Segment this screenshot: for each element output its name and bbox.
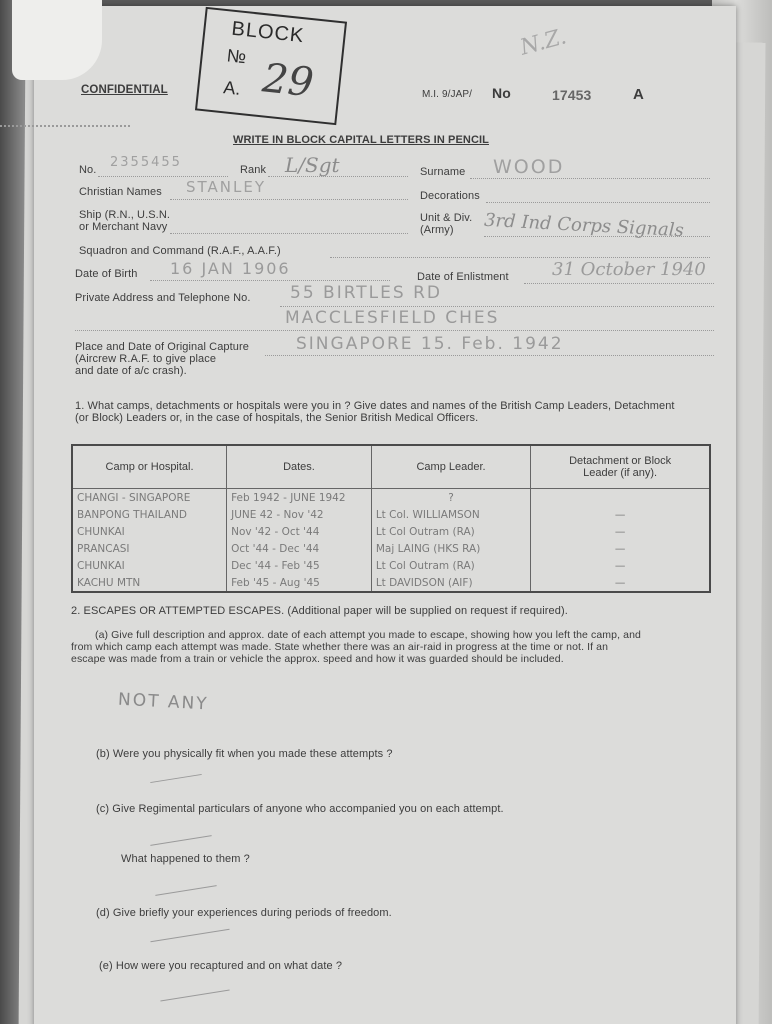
instruction-heading: WRITE IN BLOCK CAPITAL LETTERS IN PENCIL xyxy=(233,134,489,146)
table-cell: Feb 1942 - JUNE 1942 xyxy=(227,489,372,507)
address-label: Private Address and Telephone No. xyxy=(75,292,251,304)
stamp-handwritten-number: 29 xyxy=(260,55,316,107)
unit-value: 3rd Ind Corps Signals xyxy=(483,209,685,242)
dob-label: Date of Birth xyxy=(75,268,138,280)
stamp-line1: BLOCK xyxy=(230,17,306,48)
christian-names-value: STANLEY xyxy=(186,178,266,196)
rank-label: Rank xyxy=(240,164,267,176)
question-2c: (c) Give Regimental particulars of anyone who accompanied you on each attempt. xyxy=(96,803,504,815)
question-1-line-2: (or Block) Leaders or, in the case of hospitals, the Senior British Medical Officers. xyxy=(75,412,479,424)
table-cell xyxy=(531,489,710,507)
table-cell: — xyxy=(531,506,710,523)
unit-line xyxy=(484,236,710,237)
ship-label-1: Ship (R.N., U.S.N. xyxy=(79,209,171,221)
column-header-camp-leader: Camp Leader. xyxy=(371,445,530,489)
ship-line xyxy=(170,233,408,234)
ship-label-2: or Merchant Navy xyxy=(79,221,168,233)
form-suffix: A xyxy=(633,86,644,103)
table-header-row xyxy=(72,445,710,489)
dob-line xyxy=(150,280,390,281)
surname-value: WOOD xyxy=(493,156,565,178)
question-2a-line-1: (a) Give full description and approx. date of each attempt you made to escape, showing how you left the camp, and xyxy=(95,629,641,641)
address-value-2: MACCLESFIELD CHES xyxy=(285,308,500,328)
table-cell: JUNE 42 - Nov '42 xyxy=(227,506,372,523)
table-cell: KACHU MTN xyxy=(72,574,227,592)
surname-label: Surname xyxy=(420,166,466,178)
rank-line xyxy=(268,176,408,177)
table-cell: Lt Col Outram (RA) xyxy=(371,523,530,540)
form-number: 17453 xyxy=(552,87,592,103)
column-header-camp: Camp or Hospital. xyxy=(72,445,227,489)
capture-value: SINGAPORE 15. Feb. 1942 xyxy=(296,334,564,354)
capture-label-1: Place and Date of Original Capture xyxy=(75,341,249,353)
stamp-line3: A. xyxy=(222,77,242,99)
address-value-1: 55 BIRTLES RD xyxy=(290,283,442,303)
confidential-label: CONFIDENTIAL xyxy=(81,84,168,96)
table-cell: Oct '44 - Dec '44 xyxy=(227,540,372,557)
table-cell: CHUNKAI xyxy=(72,557,227,574)
service-number-value: 2355455 xyxy=(110,155,182,170)
address-line-1 xyxy=(280,306,714,307)
number-label: No xyxy=(492,85,511,101)
address-line-2 xyxy=(75,330,714,331)
squadron-line xyxy=(330,257,710,258)
table-cell: — xyxy=(531,557,710,574)
column-header-detachment-leader: Detachment or Block Leader (if any). xyxy=(531,445,710,489)
dob-value: 16 JAN 1906 xyxy=(170,259,291,278)
enlistment-label: Date of Enlistment xyxy=(417,271,509,283)
table-row xyxy=(72,489,710,507)
table-cell: CHANGI - SINGAPORE xyxy=(72,489,227,507)
corner-pencil-mark: N.Z. xyxy=(517,24,570,61)
question-2a-line-3: escape was made from a train or vehicle the approx. speed and how it was guarded should be included. xyxy=(71,653,564,665)
table-cell: — xyxy=(531,574,710,592)
answer-2a: NOT ANY xyxy=(117,689,210,715)
reference-label: M.I. 9/JAP/ xyxy=(422,89,473,100)
christian-names-label: Christian Names xyxy=(79,186,162,198)
table-cell: Lt DAVIDSON (AIF) xyxy=(371,574,530,592)
table-cell: — xyxy=(531,540,710,557)
question-2c-followup: What happened to them ? xyxy=(121,853,250,865)
squadron-label: Squadron and Command (R.A.F., A.A.F.) xyxy=(79,245,281,257)
table-cell: Lt Col Outram (RA) xyxy=(371,557,530,574)
tag-string xyxy=(0,125,130,137)
capture-label-2: (Aircrew R.A.F. to give place xyxy=(75,353,217,365)
table-cell: Feb '45 - Aug '45 xyxy=(227,574,372,592)
table-cell: Nov '42 - Oct '44 xyxy=(227,523,372,540)
table-cell: Lt Col. WILLIAMSON xyxy=(371,506,530,523)
christian-line xyxy=(170,199,408,200)
table-cell: ? xyxy=(371,489,530,507)
enlistment-value: 31 October 1940 xyxy=(552,259,706,280)
unit-label-1: Unit & Div. xyxy=(420,212,473,224)
question-2d: (d) Give briefly your experiences during periods of freedom. xyxy=(96,907,392,919)
capture-line xyxy=(265,355,714,356)
no-label: No. xyxy=(79,164,97,176)
question-2b: (b) Were you physically fit when you made these attempts ? xyxy=(96,748,393,760)
paper-tag xyxy=(12,0,102,80)
table-row xyxy=(72,506,710,523)
table-row xyxy=(72,540,710,557)
rank-value: L/Sgt xyxy=(285,153,340,177)
table-row xyxy=(72,574,710,592)
table-cell: BANPONG THAILAND xyxy=(72,506,227,523)
question-1-line-1: 1. What camps, detachments or hospitals were you in ? Give dates and names of the British Camp Leaders, Detachment xyxy=(75,400,675,412)
table-row xyxy=(72,557,710,574)
stamp-line2: № xyxy=(225,45,248,68)
enlistment-line xyxy=(524,283,714,284)
unit-label-2: (Army) xyxy=(420,224,454,236)
table-cell: Maj LAING (HKS RA) xyxy=(371,540,530,557)
question-2a-line-2: from which camp each attempt was made. State whether there was an air-raid in progress at the time or not. If an xyxy=(71,641,609,653)
capture-label-3: and date of a/c crash). xyxy=(75,365,187,377)
decorations-label: Decorations xyxy=(420,190,480,202)
table-cell: — xyxy=(531,523,710,540)
camps-table xyxy=(71,444,711,593)
surname-line xyxy=(470,178,710,179)
block-stamp xyxy=(195,7,347,125)
table-cell: Dec '44 - Feb '45 xyxy=(227,557,372,574)
decorations-line xyxy=(486,202,710,203)
table-row xyxy=(72,523,710,540)
question-2-title: 2. ESCAPES OR ATTEMPTED ESCAPES. (Additional paper will be supplied on request if required). xyxy=(71,605,568,617)
question-2e: (e) How were you recaptured and on what date ? xyxy=(99,960,343,972)
column-header-dates: Dates. xyxy=(227,445,372,489)
table-cell: CHUNKAI xyxy=(72,523,227,540)
no-line xyxy=(98,176,228,177)
table-cell: PRANCASI xyxy=(72,540,227,557)
